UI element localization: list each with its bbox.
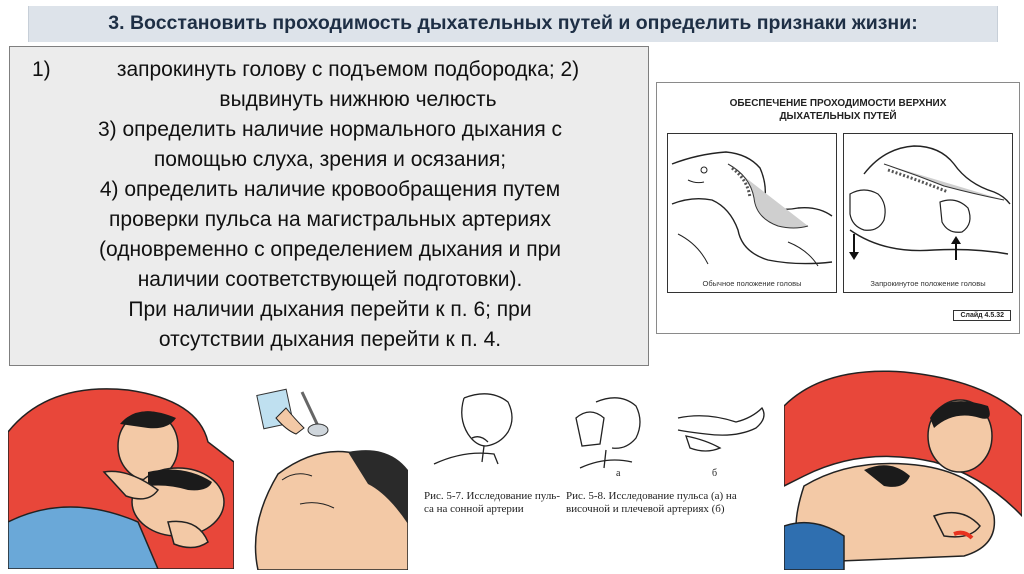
slide-heading-line-1: ОБЕСПЕЧЕНИЕ ПРОХОДИМОСТИ ВЕРХНИХ	[729, 98, 947, 109]
carotid-pulse-illustration	[424, 388, 544, 468]
head-tilt-drawing	[8, 372, 234, 569]
step-line-7: (одновременно с определением дыхания и при	[99, 238, 561, 261]
figure-5-7-caption-line-2: са на сонной артерии	[424, 503, 524, 515]
step-line-5: 4) определить наличие кровообращения путем	[99, 178, 561, 201]
step-line-2: выдвинуть нижнюю челюсть	[219, 88, 497, 111]
normal-head-panel	[667, 133, 837, 293]
tilted-head-drawing	[844, 134, 1012, 292]
airway-slide	[656, 82, 1020, 334]
step-line-6: проверки пульса на магистральных артериях	[109, 208, 551, 231]
slide-heading-line-2: ДЫХАТЕЛЬНЫХ ПУТЕЙ	[779, 111, 897, 122]
breathing-check-drawing	[238, 374, 408, 570]
slide-id-badge: Слайд 4.5.32	[953, 310, 1011, 321]
tilted-head-panel	[843, 133, 1013, 293]
step-line-10: отсутствии дыхания перейти к п. 4.	[158, 328, 502, 351]
rescuer-pulse-check-drawing	[784, 366, 1022, 570]
step-line-3: 3) определить наличие нормального дыхания с	[97, 118, 563, 141]
head-tilt-illustration	[8, 372, 234, 569]
slide-title: 3. Восстановить проходимость дыхательных путей и определить признаки жизни:	[108, 12, 918, 34]
temporal-brachial-pulse-illustration	[566, 388, 770, 484]
figure-5-8-caption-line-1: Рис. 5-8. Исследование пульса (а) на	[566, 490, 737, 502]
step-line-8: наличии соответствующей подготовки).	[137, 268, 523, 291]
step-text-1: запрокинуть голову с подъемом подбородка; 2)	[116, 58, 580, 81]
step-line-4: помощью слуха, зрения и осязания;	[153, 148, 507, 171]
figure-5-8-caption-line-2: височной и плечевой артериях (б)	[566, 503, 725, 515]
tilted-head-caption: Запрокинутое положение головы	[870, 279, 986, 288]
title-bar	[28, 6, 998, 42]
figure-label-b: б	[712, 468, 718, 479]
figure-label-a: а	[616, 468, 621, 479]
normal-head-drawing	[668, 134, 836, 292]
step-line-1	[10, 55, 650, 85]
rescuer-pulse-check-illustration	[784, 366, 1022, 570]
normal-head-caption: Обычное положение головы	[702, 279, 802, 288]
temporal-brachial-pulse-drawing	[566, 388, 770, 484]
carotid-pulse-drawing	[424, 388, 544, 468]
breathing-check-illustration	[238, 374, 408, 570]
steps-box	[9, 46, 649, 366]
step-line-9: При наличии дыхания перейти к п. 6; при	[128, 298, 532, 321]
step-number-1: 1)	[32, 58, 51, 81]
figure-5-7-caption-line-1: Рис. 5-7. Исследование пуль-	[424, 490, 560, 502]
